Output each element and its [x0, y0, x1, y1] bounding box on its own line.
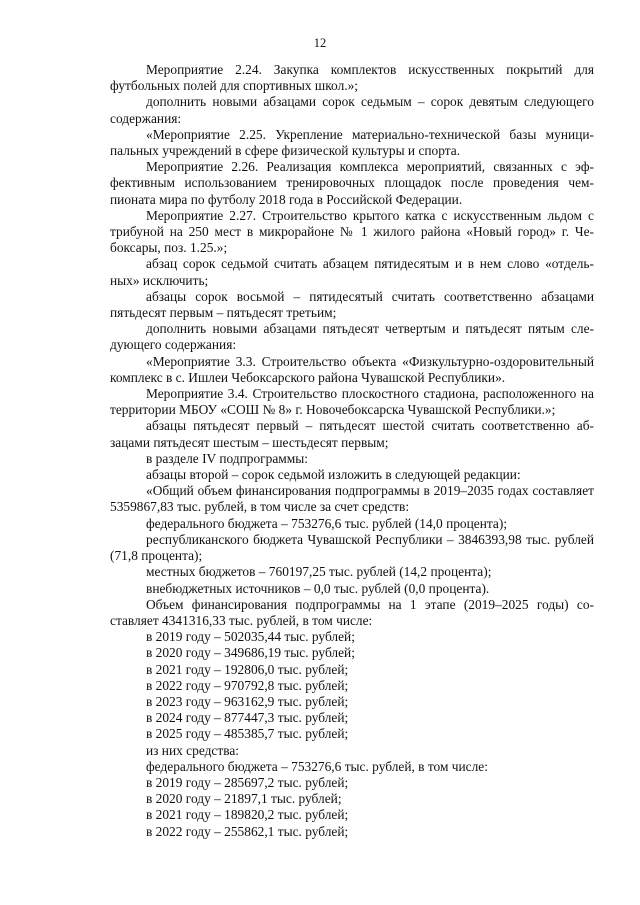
paragraph: «Общий объем финансирования подпрограммы в 2019–2035 годах составляет 5359867,83 тыс. рублей, в том числе за счет средств:	[110, 483, 594, 515]
list-item: в 2022 году – 255862,1 тыс. рублей;	[146, 823, 349, 839]
paragraph: Мероприятие 2.26. Реализация комплекса мероприятий, связанных с эффективным использованием тренировочных площадок после проведения чемпионата мира по футболу 2018 года в Российской Федерации.	[110, 159, 594, 207]
paragraph: абзацы второй – сорок седьмой изложить в следующей редакции:	[146, 467, 521, 483]
list-item: в 2022 году – 970792,8 тыс. рублей;	[146, 677, 349, 693]
paragraph: в разделе IV подпрограммы:	[146, 450, 308, 466]
paragraph: «Мероприятие 2.25. Укрепление материально-технической базы муниципальных учреждений в сфере физической культуры и спорта.	[110, 126, 594, 159]
list-item: в 2021 году – 189820,2 тыс. рублей;	[146, 807, 349, 823]
paragraph: Объем финансирования подпрограммы на 1 этапе (2019–2025 годы) составляет 4341316,33 тыс. рублей, в том числе:	[110, 596, 594, 628]
list-item: в 2019 году – 502035,44 тыс. рублей;	[146, 629, 355, 645]
list-item: в 2021 году – 192806,0 тыс. рублей;	[146, 661, 349, 677]
paragraph: республиканского бюджета Чувашской Республики – 3846393,98 тыс. рублей (71,8 процента);	[110, 531, 594, 564]
list-item: в 2020 году – 349686,19 тыс. рублей;	[146, 645, 355, 661]
list-item: в 2023 году – 963162,9 тыс. рублей;	[146, 693, 349, 709]
paragraph: Мероприятие 3.4. Строительство плоскостного стадиона, расположенного на территории МБОУ «СОШ № 8» г. Новочебоксарска Чувашской Республики.»;	[110, 386, 594, 418]
paragraph: абзацы сорок восьмой – пятидесятый считать соответственно абзацами пятьдесят первым – пятьдесят третьим;	[110, 288, 594, 321]
paragraph: дополнить новыми абзацами сорок седьмым – сорок девятым следующего содержания:	[110, 94, 594, 126]
paragraph: федерального бюджета – 753276,6 тыс. рублей, в том числе:	[146, 758, 488, 774]
paragraph: абзацы пятьдесят первый – пятьдесят шестой считать соответственно абзацами пятьдесят шестым – шестьдесят первым;	[110, 418, 594, 450]
document-body	[110, 62, 594, 840]
list-item: в 2019 году – 285697,2 тыс. рублей;	[146, 774, 349, 790]
paragraph: внебюджетных источников – 0,0 тыс. рублей (0,0 процента).	[146, 580, 490, 596]
paragraph: абзац сорок седьмой считать абзацем пятидесятым и в нем слово «отдельных» исключить;	[110, 256, 594, 288]
list-item: в 2025 году – 485385,7 тыс. рублей;	[146, 726, 349, 742]
list-item: в 2020 году – 21897,1 тыс. рублей;	[146, 791, 342, 807]
paragraph: из них средства:	[146, 742, 240, 758]
page-number: 12	[313, 36, 327, 50]
paragraph: местных бюджетов – 760197,25 тыс. рублей (14,2 процента);	[146, 564, 492, 580]
paragraph: Мероприятие 2.27. Строительство крытого катка с искусственным льдом с трибуной на 250 мест в микрорайоне № 1 жилого района «Новый город» г. Чебоксары, поз. 1.25.»;	[110, 207, 594, 256]
list-item: в 2024 году – 877447,3 тыс. рублей;	[146, 710, 349, 726]
paragraph: «Мероприятие 3.3. Строительство объекта «Физкультурно-оздоровительный комплекс в с. Ишлеи Чебоксарского района Чувашской Республики».	[110, 353, 594, 385]
paragraph: дополнить новыми абзацами пятьдесят четвертым и пятьдесят пятым следующего содержания:	[110, 321, 594, 353]
paragraph: федерального бюджета – 753276,6 тыс. рублей (14,0 процента);	[146, 515, 508, 531]
paragraph: Мероприятие 2.24. Закупка комплектов искусственных покрытий для футбольных полей для спортивных школ.»;	[110, 62, 594, 94]
